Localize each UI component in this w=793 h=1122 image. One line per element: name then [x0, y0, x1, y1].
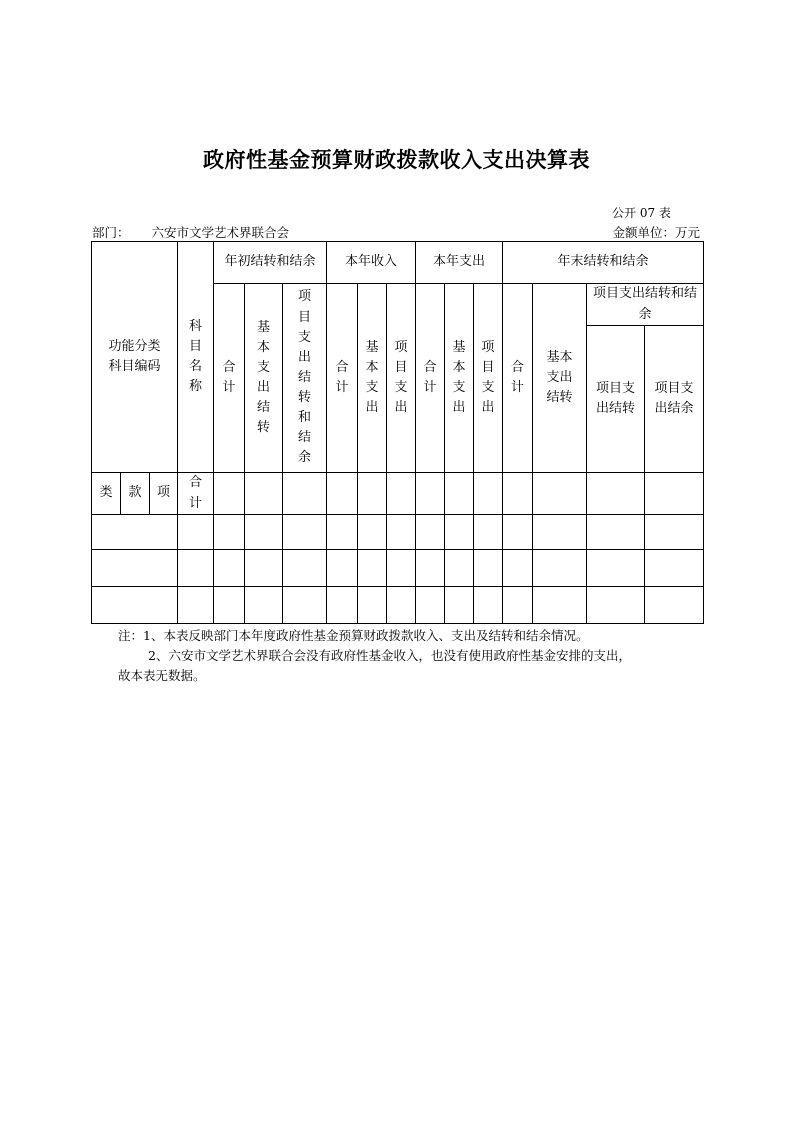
table-cell: [387, 587, 416, 624]
header-subtotal: 合计: [178, 473, 214, 515]
table-cell: [283, 587, 327, 624]
header-income-basic: 基本支出: [358, 284, 387, 473]
table-cell: [474, 550, 503, 587]
table-cell: [587, 587, 645, 624]
table-cell: [533, 550, 587, 587]
header-lei: 类: [92, 473, 121, 515]
table-cell: [178, 587, 214, 624]
table-cell: [474, 515, 503, 550]
header-begin-project-carry-balance: 项目支出结转和结余: [283, 284, 327, 473]
table-cell: [358, 515, 387, 550]
table-cell: [503, 473, 533, 515]
table-cell: [327, 587, 358, 624]
department-value: 六安市文学艺术界联合会: [151, 225, 290, 240]
table-cell: [92, 550, 178, 587]
header-year-expense: 本年支出: [416, 242, 503, 284]
table-cell: [358, 587, 387, 624]
form-number: 公开 07 表: [612, 206, 671, 220]
header-begin-basic-carry: 基本支出结转: [245, 284, 283, 473]
table-cell: [645, 587, 704, 624]
note-line-3: 故本表无数据。: [118, 668, 206, 683]
table-cell: [645, 473, 704, 515]
table-cell: [587, 473, 645, 515]
table-cell: [214, 473, 245, 515]
note-line-2: 2、六安市文学艺术界联合会没有政府性基金收入，也没有使用政府性基金安排的支出，: [148, 648, 631, 663]
table-cell: [214, 515, 245, 550]
notes: [118, 626, 708, 686]
table-cell: [327, 515, 358, 550]
table-cell: [587, 515, 645, 550]
table-cell: [503, 550, 533, 587]
header-end-total: 合计: [503, 284, 533, 473]
header-end-project-carry-balance: 项目支出结转和结余: [587, 284, 704, 326]
table-cell: [92, 587, 178, 624]
table-cell: [503, 515, 533, 550]
table-cell: [533, 473, 587, 515]
table-cell: [445, 587, 474, 624]
table-cell: [445, 515, 474, 550]
header-subject-name: 科目名称: [178, 242, 214, 473]
header-xiang: 项: [150, 473, 178, 515]
table-cell: [645, 515, 704, 550]
table-cell: [445, 473, 474, 515]
department-label: 部门：: [92, 225, 130, 240]
table-cell: [416, 473, 445, 515]
table-cell: [178, 550, 214, 587]
budget-table: [91, 241, 704, 624]
table-cell: [387, 473, 416, 515]
table-cell: [645, 550, 704, 587]
table-cell: [327, 550, 358, 587]
table-cell: [503, 587, 533, 624]
table-cell: [416, 515, 445, 550]
table-cell: [416, 587, 445, 624]
table-cell: [283, 473, 327, 515]
table-cell: [327, 473, 358, 515]
table-row: [92, 550, 704, 587]
table-cell: [214, 550, 245, 587]
header-expense-basic: 基本支出: [445, 284, 474, 473]
table-cell: [92, 515, 178, 550]
table-cell: [283, 515, 327, 550]
header-end-project-carry: 项目支出结转: [587, 326, 645, 473]
table-cell: [245, 473, 283, 515]
table-cell: [358, 550, 387, 587]
table-cell: [245, 550, 283, 587]
table-cell: [533, 587, 587, 624]
header-begin-total: 合计: [214, 284, 245, 473]
table-cell: [358, 473, 387, 515]
table-cell: [533, 515, 587, 550]
table-cell: [474, 473, 503, 515]
table-cell: [214, 587, 245, 624]
header-expense-total: 合计: [416, 284, 445, 473]
table-cell: [283, 550, 327, 587]
header-expense-project: 项目支出: [474, 284, 503, 473]
table-row: [92, 587, 704, 624]
table-cell: [416, 550, 445, 587]
header-income-total: 合计: [327, 284, 358, 473]
table-cell: [178, 515, 214, 550]
table-cell: [387, 515, 416, 550]
table-cell: [245, 515, 283, 550]
header-end-balance: 年末结转和结余: [503, 242, 704, 284]
header-end-project-balance: 项目支出结余: [645, 326, 704, 473]
header-func-code: 功能分类科目编码: [92, 242, 178, 473]
amount-unit: 金额单位：万元: [612, 225, 700, 240]
table-cell: [245, 587, 283, 624]
header-end-basic-carry: 基本支出结转: [533, 284, 587, 473]
department: [92, 223, 289, 241]
note-line-1: 注：1、本表反映部门本年度政府性基金预算财政拨款收入、支出及结转和结余情况。: [118, 628, 589, 643]
page-title: 政府性基金预算财政拨款收入支出决算表: [203, 148, 590, 172]
table-cell: [474, 587, 503, 624]
table-cell: [387, 550, 416, 587]
header-income-project: 项目支出: [387, 284, 416, 473]
table-row: [92, 515, 704, 550]
header-kuan: 款: [121, 473, 150, 515]
header-year-income: 本年收入: [327, 242, 416, 284]
header-begin-balance: 年初结转和结余: [214, 242, 327, 284]
table-cell: [445, 550, 474, 587]
table-cell: [587, 550, 645, 587]
